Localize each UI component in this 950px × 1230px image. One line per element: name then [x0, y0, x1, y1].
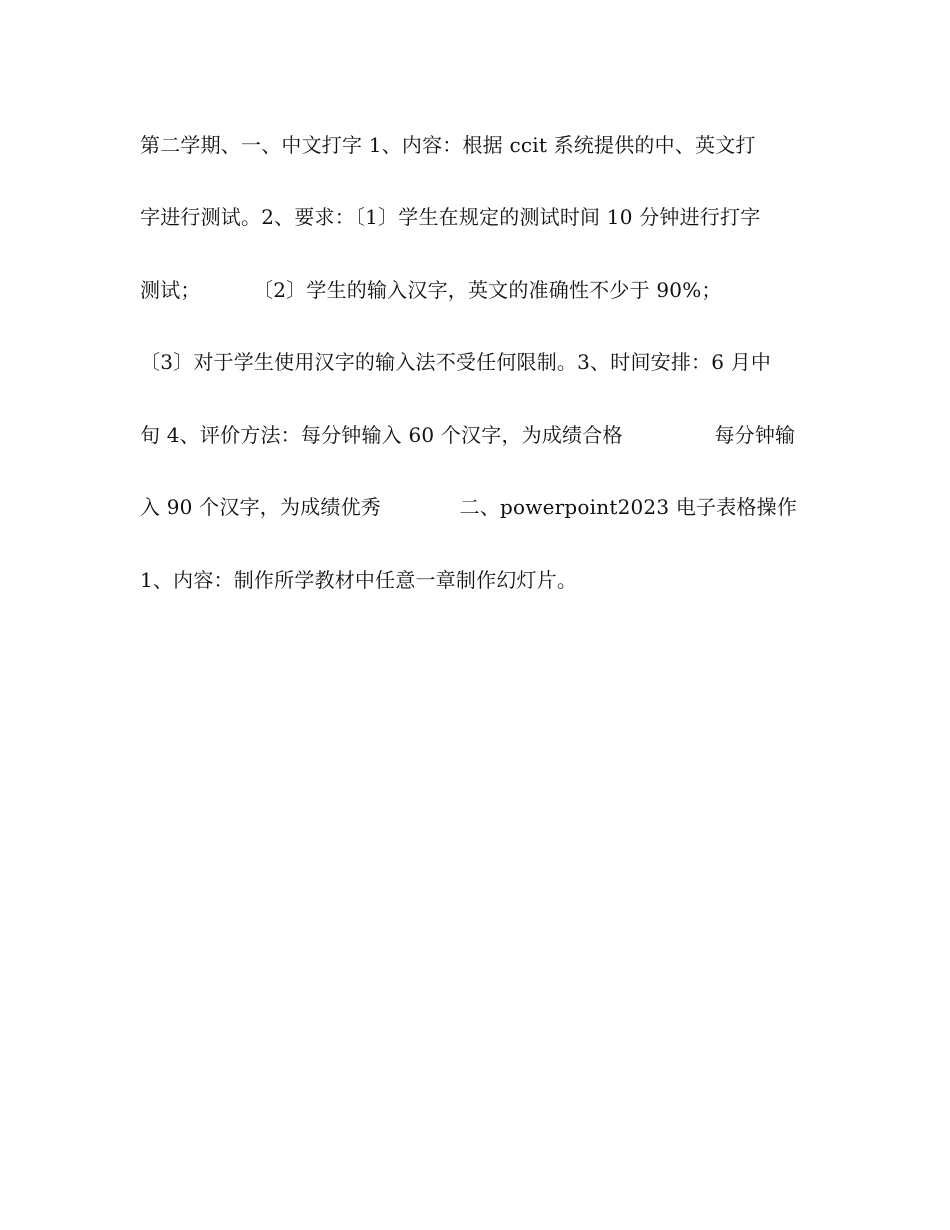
text-line-3: 测试； 〔2〕学生的输入汉字，英文的准确性不少于 90%； — [140, 278, 722, 302]
text-line-1: 第二学期、一、中文打字 1、内容：根据 ccit 系统提供的中、英文打 — [140, 133, 756, 157]
text-line-7: 1、内容：制作所学教材中任意一章制作幻灯片。 — [140, 568, 578, 592]
text-line-5: 旬 4、评价方法：每分钟输入 60 个汉字，为成绩合格 每分钟输 — [140, 423, 796, 447]
text-line-2: 字进行测试。2、要求：〔1〕学生在规定的测试时间 10 分钟进行打字 — [140, 205, 761, 229]
text-line-6: 入 90 个汉字，为成绩优秀 二、powerpoint2023 电子表格操作 — [140, 495, 798, 519]
text-line-4: 〔3〕对于学生使用汉字的输入法不受任何限制。3、时间安排：6 月中 — [140, 350, 772, 374]
